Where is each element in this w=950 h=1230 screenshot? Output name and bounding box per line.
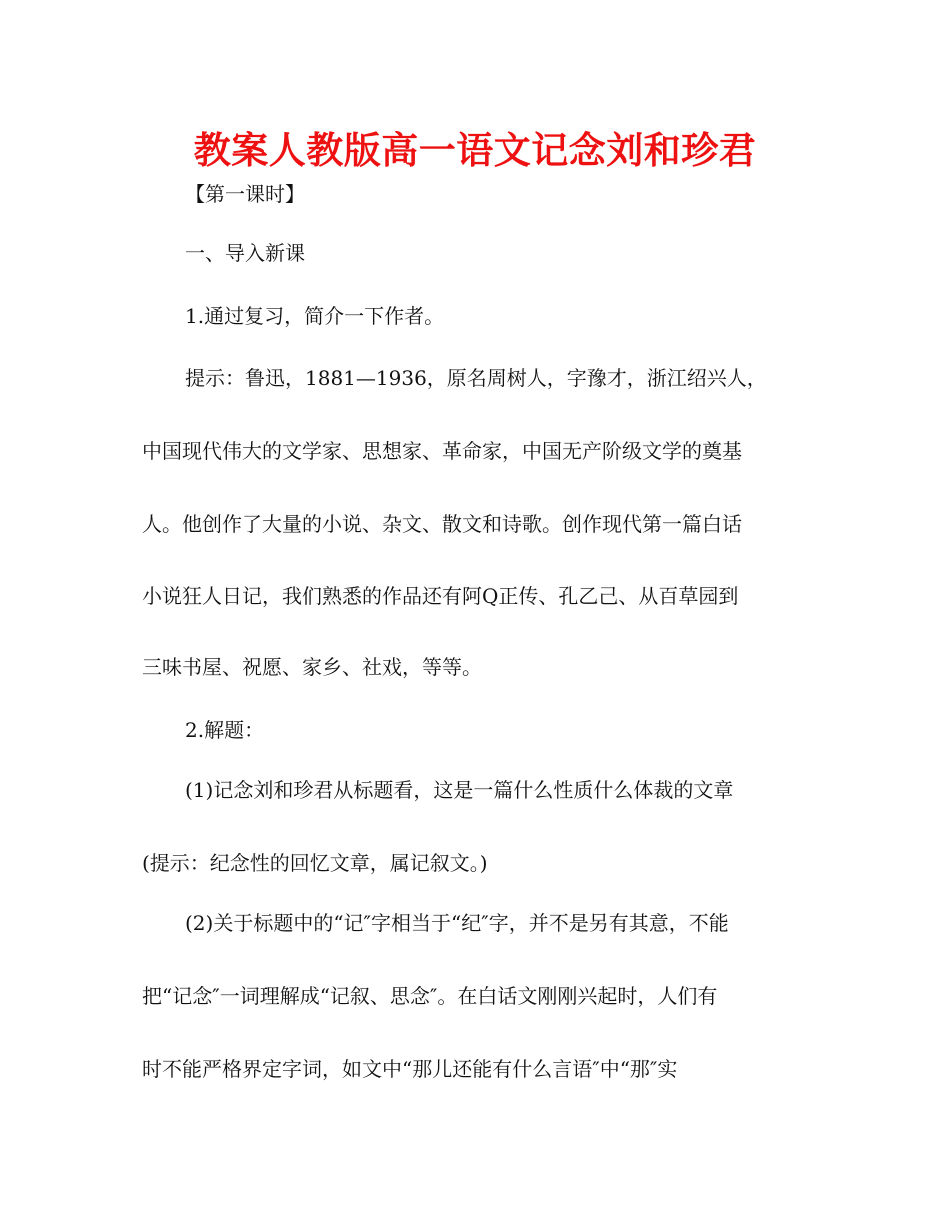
section-heading-intro: 一、导入新课 [185, 241, 305, 265]
document-title: 教案人教版高一语文记念刘和珍君 [193, 129, 757, 172]
paragraph-line: 2.解题： [185, 718, 265, 742]
paragraph-line: (2)关于标题中的“记″字相当于“纪″字，并不是另有其意，不能 [185, 911, 729, 935]
paragraph-line: 时不能严格界定字词，如文中“那儿还能有什么言语″中“那″实 [142, 1057, 678, 1081]
paragraph-line: 中国现代伟大的文学家、思想家、革命家，中国无产阶级文学的奠基 [142, 439, 742, 463]
paragraph-line: 把“记念″一词理解成“记叙、思念″。在白话文刚刚兴起时，人们有 [142, 984, 718, 1008]
paragraph-line: 1.通过复习，简介一下作者。 [185, 304, 445, 328]
paragraph-line: (1)记念刘和珍君从标题看，这是一篇什么性质什么体裁的文章 [185, 778, 734, 802]
section-heading-first-lesson: 【第一课时】 [185, 182, 305, 206]
paragraph-line: 人。他创作了大量的小说、杂文、散文和诗歌。创作现代第一篇白话 [142, 512, 742, 536]
paragraph-line: 提示：鲁迅，1881—1936，原名周树人，字豫才，浙江绍兴人， [185, 366, 767, 390]
paragraph-line: (提示：纪念性的回忆文章，属记叙文。) [142, 851, 488, 875]
paragraph-line: 小说狂人日记，我们熟悉的作品还有阿Q正传、孔乙己、从百草园到 [142, 584, 739, 608]
paragraph-line: 三味书屋、祝愿、家乡、社戏，等等。 [142, 655, 482, 679]
